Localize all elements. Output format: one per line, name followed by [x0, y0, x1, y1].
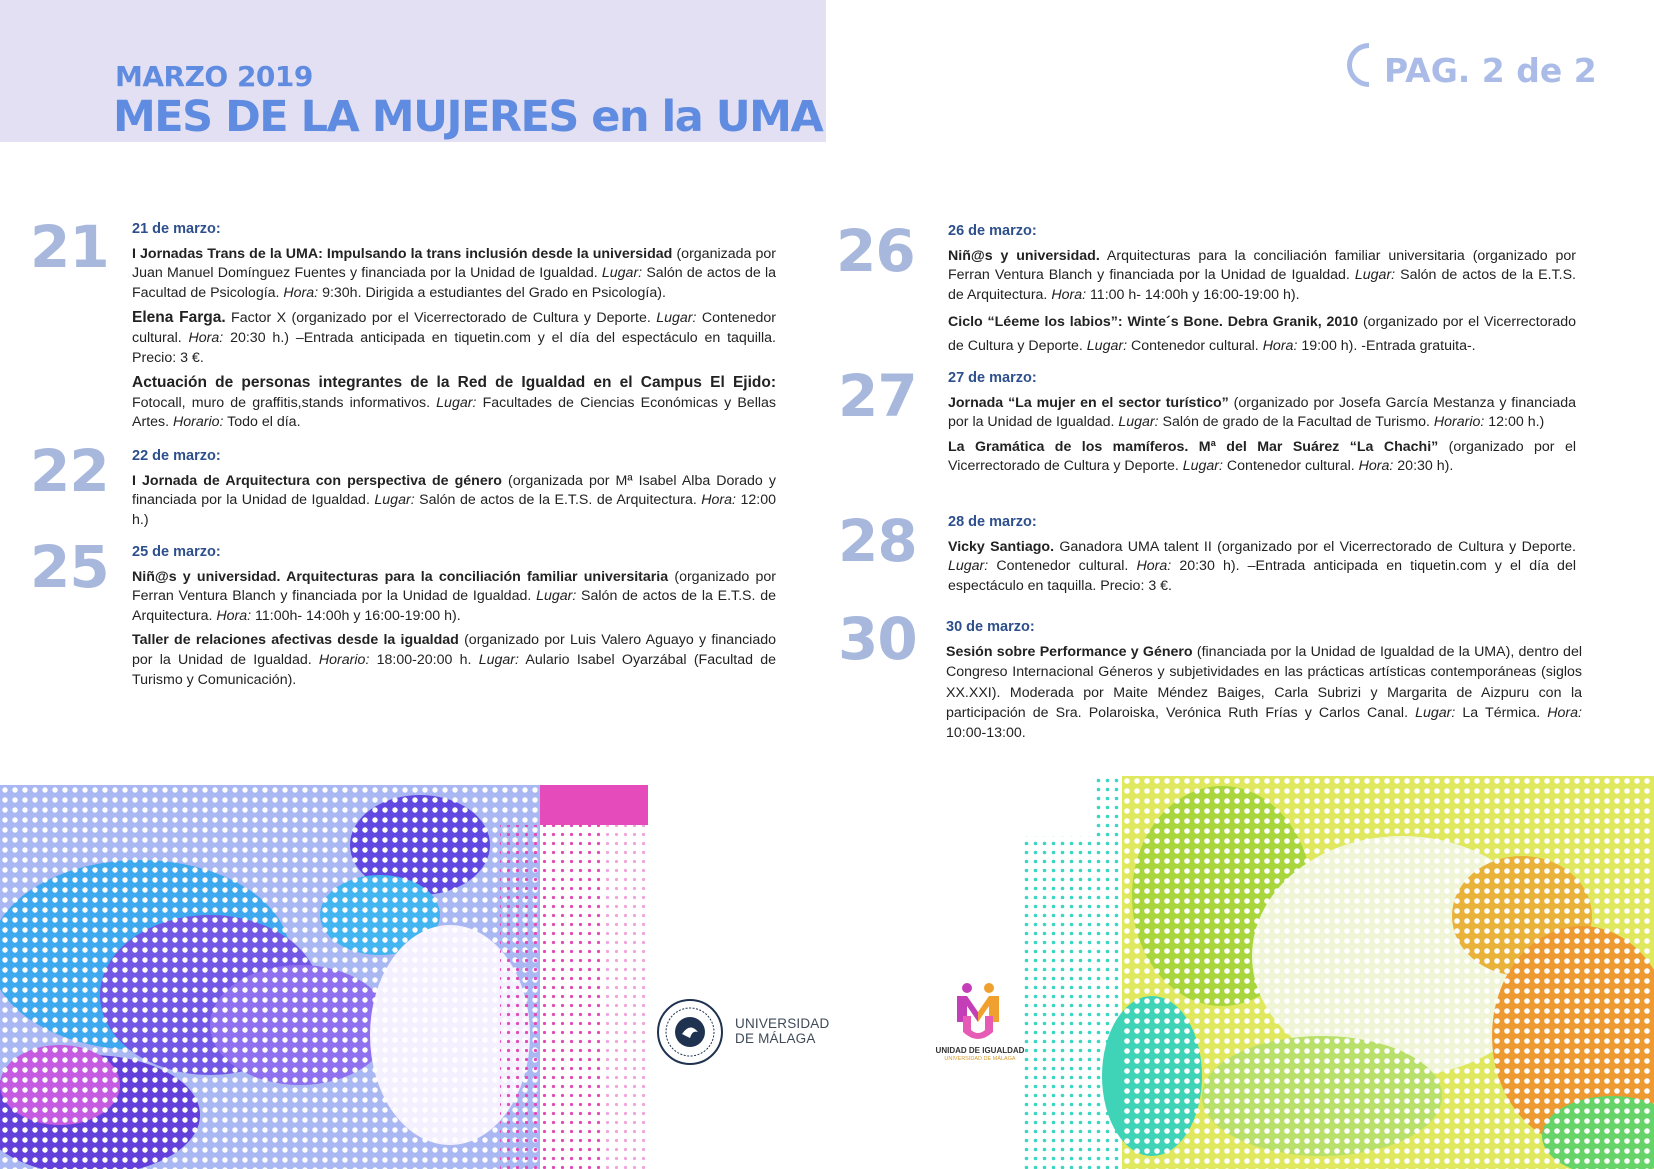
- event-text: Factor X (organizado por el Vicerrectorado de Cultura y Deporte.: [225, 310, 657, 327]
- page-indicator: PAG. 2 de 2: [1384, 51, 1597, 90]
- event-time-label: Horario:: [1433, 414, 1485, 431]
- event: [948, 247, 1576, 306]
- event-title: Niñ@s y universidad. Arquitecturas para la conciliación familiar universitaria: [132, 568, 669, 585]
- date-label: 22 de marzo:: [132, 448, 221, 464]
- event-place-label: Lugar:: [601, 265, 643, 282]
- event-place: Salón de grado de la Facultad de Turismo.: [1158, 414, 1434, 431]
- event: [132, 308, 776, 368]
- event: [132, 472, 776, 531]
- university-name-line1: UNIVERSIDAD: [735, 1016, 830, 1031]
- day-number: 30: [838, 605, 917, 673]
- event-time: 18:00-20:00 h.: [369, 651, 479, 668]
- event-time: 20:30 h). –Entrada anticipada en tiquetin.com y el día del espectáculo en taquilla. Precio: 3 €.: [948, 558, 1576, 594]
- day-body: [132, 220, 776, 433]
- day-body: [132, 543, 776, 690]
- event: [946, 642, 1582, 743]
- event-text: (organizada por Juan Manuel Domínguez Fuentes y financiada por la Unidad de Igualdad.: [132, 245, 776, 282]
- event-title: Jornada “La mujer en el sector turístico”: [948, 394, 1229, 411]
- event-text: (organizado por Ferran Ventura Blanch y financiada por la Unidad de Igualdad.: [132, 568, 776, 605]
- event-time-label: Hora:: [1358, 458, 1394, 475]
- event-time-label: Hora:: [283, 284, 319, 301]
- event-place: Contenedor cultural.: [1127, 338, 1263, 355]
- event-time-label: Hora:: [216, 607, 252, 624]
- event-place-label: Lugar:: [1415, 704, 1456, 721]
- event-title: Ciclo “Léeme los labios”: Winte´s Bone. Debra Granik, 2010: [948, 314, 1359, 331]
- event-text: Fotocall, muro de graffitis,stands informativos.: [132, 394, 437, 411]
- event: [948, 310, 1576, 358]
- event-title: Vicky Santiago.: [948, 538, 1055, 555]
- header-subtitle: MARZO 2019: [115, 60, 313, 93]
- event-time-label: Horario:: [318, 651, 370, 668]
- day-number: 28: [838, 507, 917, 575]
- university-name-line2: DE MÁLAGA: [735, 1031, 816, 1046]
- universidad-malaga-seal-icon: [656, 998, 724, 1066]
- event-time-label: Hora:: [1051, 286, 1087, 303]
- event-title: Sesión sobre Performance y Género: [946, 644, 1193, 661]
- event-place: Aulario Isabel Oyarzábal (Facultad de Turismo y Comunicación).: [132, 651, 777, 688]
- event-time-label: Hora:: [1547, 704, 1582, 721]
- event: [948, 394, 1576, 433]
- halftone-artwork-right: [1022, 776, 1654, 1169]
- day-number: 25: [30, 533, 109, 601]
- day-number: 22: [30, 437, 109, 505]
- event-text: Arquitecturas para la conciliación familiar universitaria (organizado por Ferran Ventura Blanch y financiada por la Unidad de Igualdad.: [948, 247, 1576, 284]
- day-number: 21: [30, 213, 109, 281]
- event: [132, 245, 776, 304]
- event-text: Ganadora UMA talent II (organizado por el Vicerrectorado de Cultura y Deporte.: [1054, 538, 1576, 555]
- day-number: 26: [836, 217, 915, 285]
- day-body: [948, 222, 1576, 358]
- day-number: 27: [838, 362, 917, 430]
- halftone-artwork-left: [0, 785, 648, 1169]
- event-time-label: Hora:: [188, 329, 224, 346]
- event-time: 11:00h- 14:00h y 16:00-19:00 h).: [251, 607, 461, 624]
- event-place: Contenedor cultural.: [1222, 458, 1359, 475]
- event-title: Niñ@s y universidad.: [948, 247, 1100, 264]
- event-place: La Térmica.: [1455, 704, 1548, 721]
- event-text: (organizado por Luis Valero Aguayo y financiado por la Unidad de Igualdad.: [132, 632, 776, 668]
- date-label: 21 de marzo:: [132, 221, 221, 237]
- event-time-label: Hora:: [1262, 338, 1298, 355]
- event: [948, 438, 1576, 477]
- event-place-label: Lugar:: [536, 588, 577, 605]
- event-text: (organizado por Josefa García Mestanza y financiada por la Unidad de Igualdad.: [948, 394, 1576, 431]
- event: [132, 373, 776, 433]
- event-time: 12:00 h.): [132, 492, 777, 528]
- event-time: 20:30 h).: [1393, 458, 1454, 475]
- event-place-label: Lugar:: [1354, 267, 1396, 284]
- event-place: Contenedor cultural.: [132, 310, 776, 346]
- event-place-label: Lugar:: [656, 310, 697, 327]
- event-place-label: Lugar:: [374, 492, 415, 509]
- event-time-label: Hora:: [1136, 558, 1172, 575]
- date-label: 30 de marzo:: [946, 619, 1035, 635]
- unit-name: UNIDAD DE IGUALDAD: [935, 1046, 1025, 1055]
- date-label: 26 de marzo:: [948, 223, 1037, 239]
- event: [948, 538, 1576, 597]
- event-title: Elena Farga.: [132, 309, 226, 327]
- event-place: Salón de actos de la Facultad de Psicología.: [132, 265, 776, 301]
- event-time: Todo el día.: [223, 414, 301, 431]
- unit-subtitle: UNIVERSIDAD DE MÁLAGA: [944, 1056, 1016, 1062]
- university-name: [735, 1016, 829, 1046]
- page-title: MES DE LA MUJERES en la UMA: [113, 92, 823, 142]
- event-place: Contenedor cultural.: [988, 558, 1137, 575]
- date-label: 28 de marzo:: [948, 514, 1037, 530]
- event-title: Actuación de personas integrantes de la Red de Igualdad en el Campus El Ejido:: [132, 374, 776, 392]
- day-body: [948, 369, 1576, 477]
- event-place: Salón de actos de la E.T.S. de Arquitectura.: [414, 492, 702, 509]
- event-place-label: Lugar:: [1118, 414, 1159, 431]
- event-title: I Jornada de Arquitectura con perspectiva de género: [132, 472, 502, 489]
- event-time-label: Hora:: [701, 492, 736, 509]
- day-body: [132, 447, 776, 530]
- event-time: 10:00-13:00.: [946, 725, 1026, 742]
- unidad-igualdad-logo-icon: [953, 982, 1003, 1042]
- event-place-label: Lugar:: [478, 651, 519, 668]
- day-body: [946, 617, 1582, 743]
- event-title: La Gramática de los mamíferos. Mª del Mar Suárez “La Chachi”: [948, 438, 1439, 455]
- event-time: 20:30 h.) –Entrada anticipada en tiquetin.com y el día del espectáculo en taquilla. Precio: 3 €.: [132, 329, 777, 366]
- event-place-label: Lugar:: [436, 394, 477, 411]
- event-title: Taller de relaciones afectivas desde la igualdad: [132, 632, 459, 649]
- event-text: (organizado por el Vicerrectorado de Cultura y Deporte.: [948, 438, 1576, 475]
- event-time: 12:00 h.): [1484, 414, 1545, 431]
- event-time: 11:00 h- 14:00h y 16:00-19:00 h).: [1086, 286, 1300, 303]
- event-title: I Jornadas Trans de la UMA: Impulsando la trans inclusión desde la universidad: [132, 245, 673, 262]
- event-time: 19:00 h). -Entrada gratuita-.: [1297, 338, 1476, 355]
- event: [132, 631, 776, 690]
- event-text: (organizado por el Vicerrectorado de Cultura y Deporte.: [948, 314, 1577, 355]
- event-time-label: Horario:: [173, 414, 224, 431]
- event-place: Facultades de Ciencias Económicas y Bellas Artes.: [132, 394, 776, 431]
- event-place-label: Lugar:: [1182, 458, 1223, 475]
- event-place: Salón de actos de la E.T.S. de Arquitectura.: [132, 588, 776, 624]
- day-body: [948, 513, 1576, 596]
- bracket-icon: [1347, 43, 1369, 87]
- event-text: (financiada por la Unidad de Igualdad de la UMA), dentro del Congreso Internacional Géneros y subjetividades en las prácticas artísticas contemporáneas (siglos XX.XXI). Moderada por Maite Méndez Baiges, Carla Subrizi y Margarita de Aizpuru con la participación de Sra. Polaroiska, Verónica Ruth Frías y Carlos Canal.: [946, 644, 1582, 721]
- event-time: 9:30h. Dirigida a estudiantes del Grado en Psicología).: [318, 284, 666, 301]
- event-place-label: Lugar:: [1086, 338, 1128, 355]
- date-label: 25 de marzo:: [132, 544, 221, 560]
- event-place-label: Lugar:: [948, 558, 989, 575]
- date-label: 27 de marzo:: [948, 370, 1037, 386]
- event-text: (organizada por Mª Isabel Alba Dorado y financiada por la Unidad de Igualdad.: [132, 472, 776, 509]
- event-place: Salón de actos de la E.T.S. de Arquitectura.: [948, 267, 1576, 303]
- event: [132, 568, 776, 627]
